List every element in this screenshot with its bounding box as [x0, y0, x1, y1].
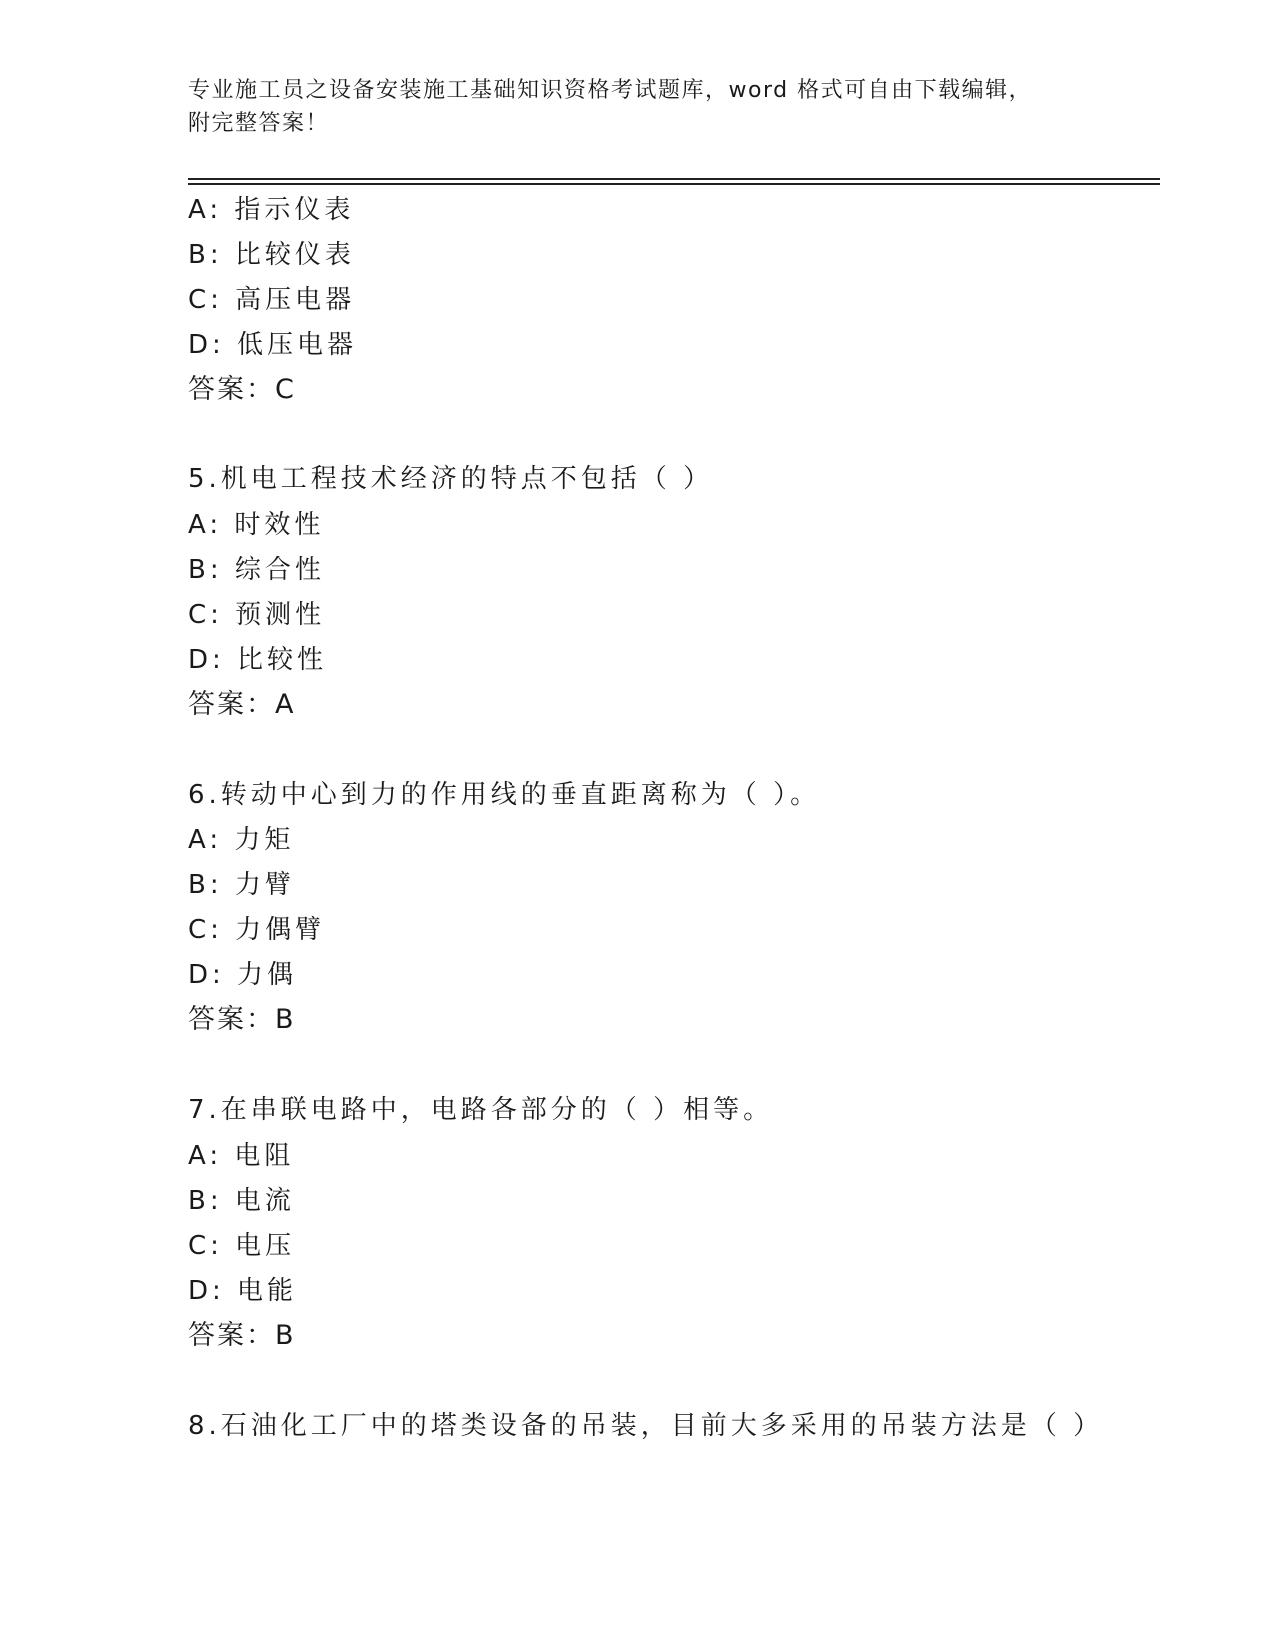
option-c: C: 预测性	[188, 600, 326, 630]
question-6: 6.转动中心到力的作用线的垂直距离称为（ ）。	[188, 780, 821, 810]
option-c: C: 高压电器	[188, 285, 356, 315]
header-divider-bottom	[188, 183, 1160, 185]
question-8: 8.石油化工厂中的塔类设备的吊装，目前大多采用的吊装方法是（ ）	[188, 1411, 1104, 1441]
question-5: 5.机电工程技术经济的特点不包括（ ）	[188, 464, 714, 494]
option-d: D: 电能	[188, 1276, 298, 1306]
option-d: D: 力偶	[188, 960, 298, 990]
answer-line: 答案：C	[188, 374, 296, 405]
option-b: B: 力臂	[188, 870, 295, 900]
header-line-2: 附完整答案！	[188, 111, 330, 136]
option-b: B: 比较仪表	[188, 240, 355, 270]
option-c: C: 电压	[188, 1231, 296, 1261]
question-7: 7.在串联电路中，电路各部分的（ ）相等。	[188, 1095, 774, 1125]
option-a: A: 指示仪表	[188, 195, 355, 225]
option-a: A: 时效性	[188, 510, 325, 540]
document-header	[188, 74, 1088, 140]
option-a: A: 力矩	[188, 825, 295, 855]
answer-line: 答案：B	[188, 1320, 296, 1351]
option-b: B: 综合性	[188, 555, 325, 585]
header-line-1: 专业施工员之设备安装施工基础知识资格考试题库，word 格式可自由下载编辑，	[188, 78, 1033, 103]
option-d: D: 比较性	[188, 645, 328, 675]
option-d: D: 低压电器	[188, 330, 358, 360]
option-a: A: 电阻	[188, 1141, 295, 1171]
option-c: C: 力偶臂	[188, 915, 326, 945]
header-divider-top	[188, 178, 1160, 180]
answer-line: 答案：B	[188, 1004, 296, 1035]
option-b: B: 电流	[188, 1186, 295, 1216]
answer-line: 答案：A	[188, 689, 296, 720]
